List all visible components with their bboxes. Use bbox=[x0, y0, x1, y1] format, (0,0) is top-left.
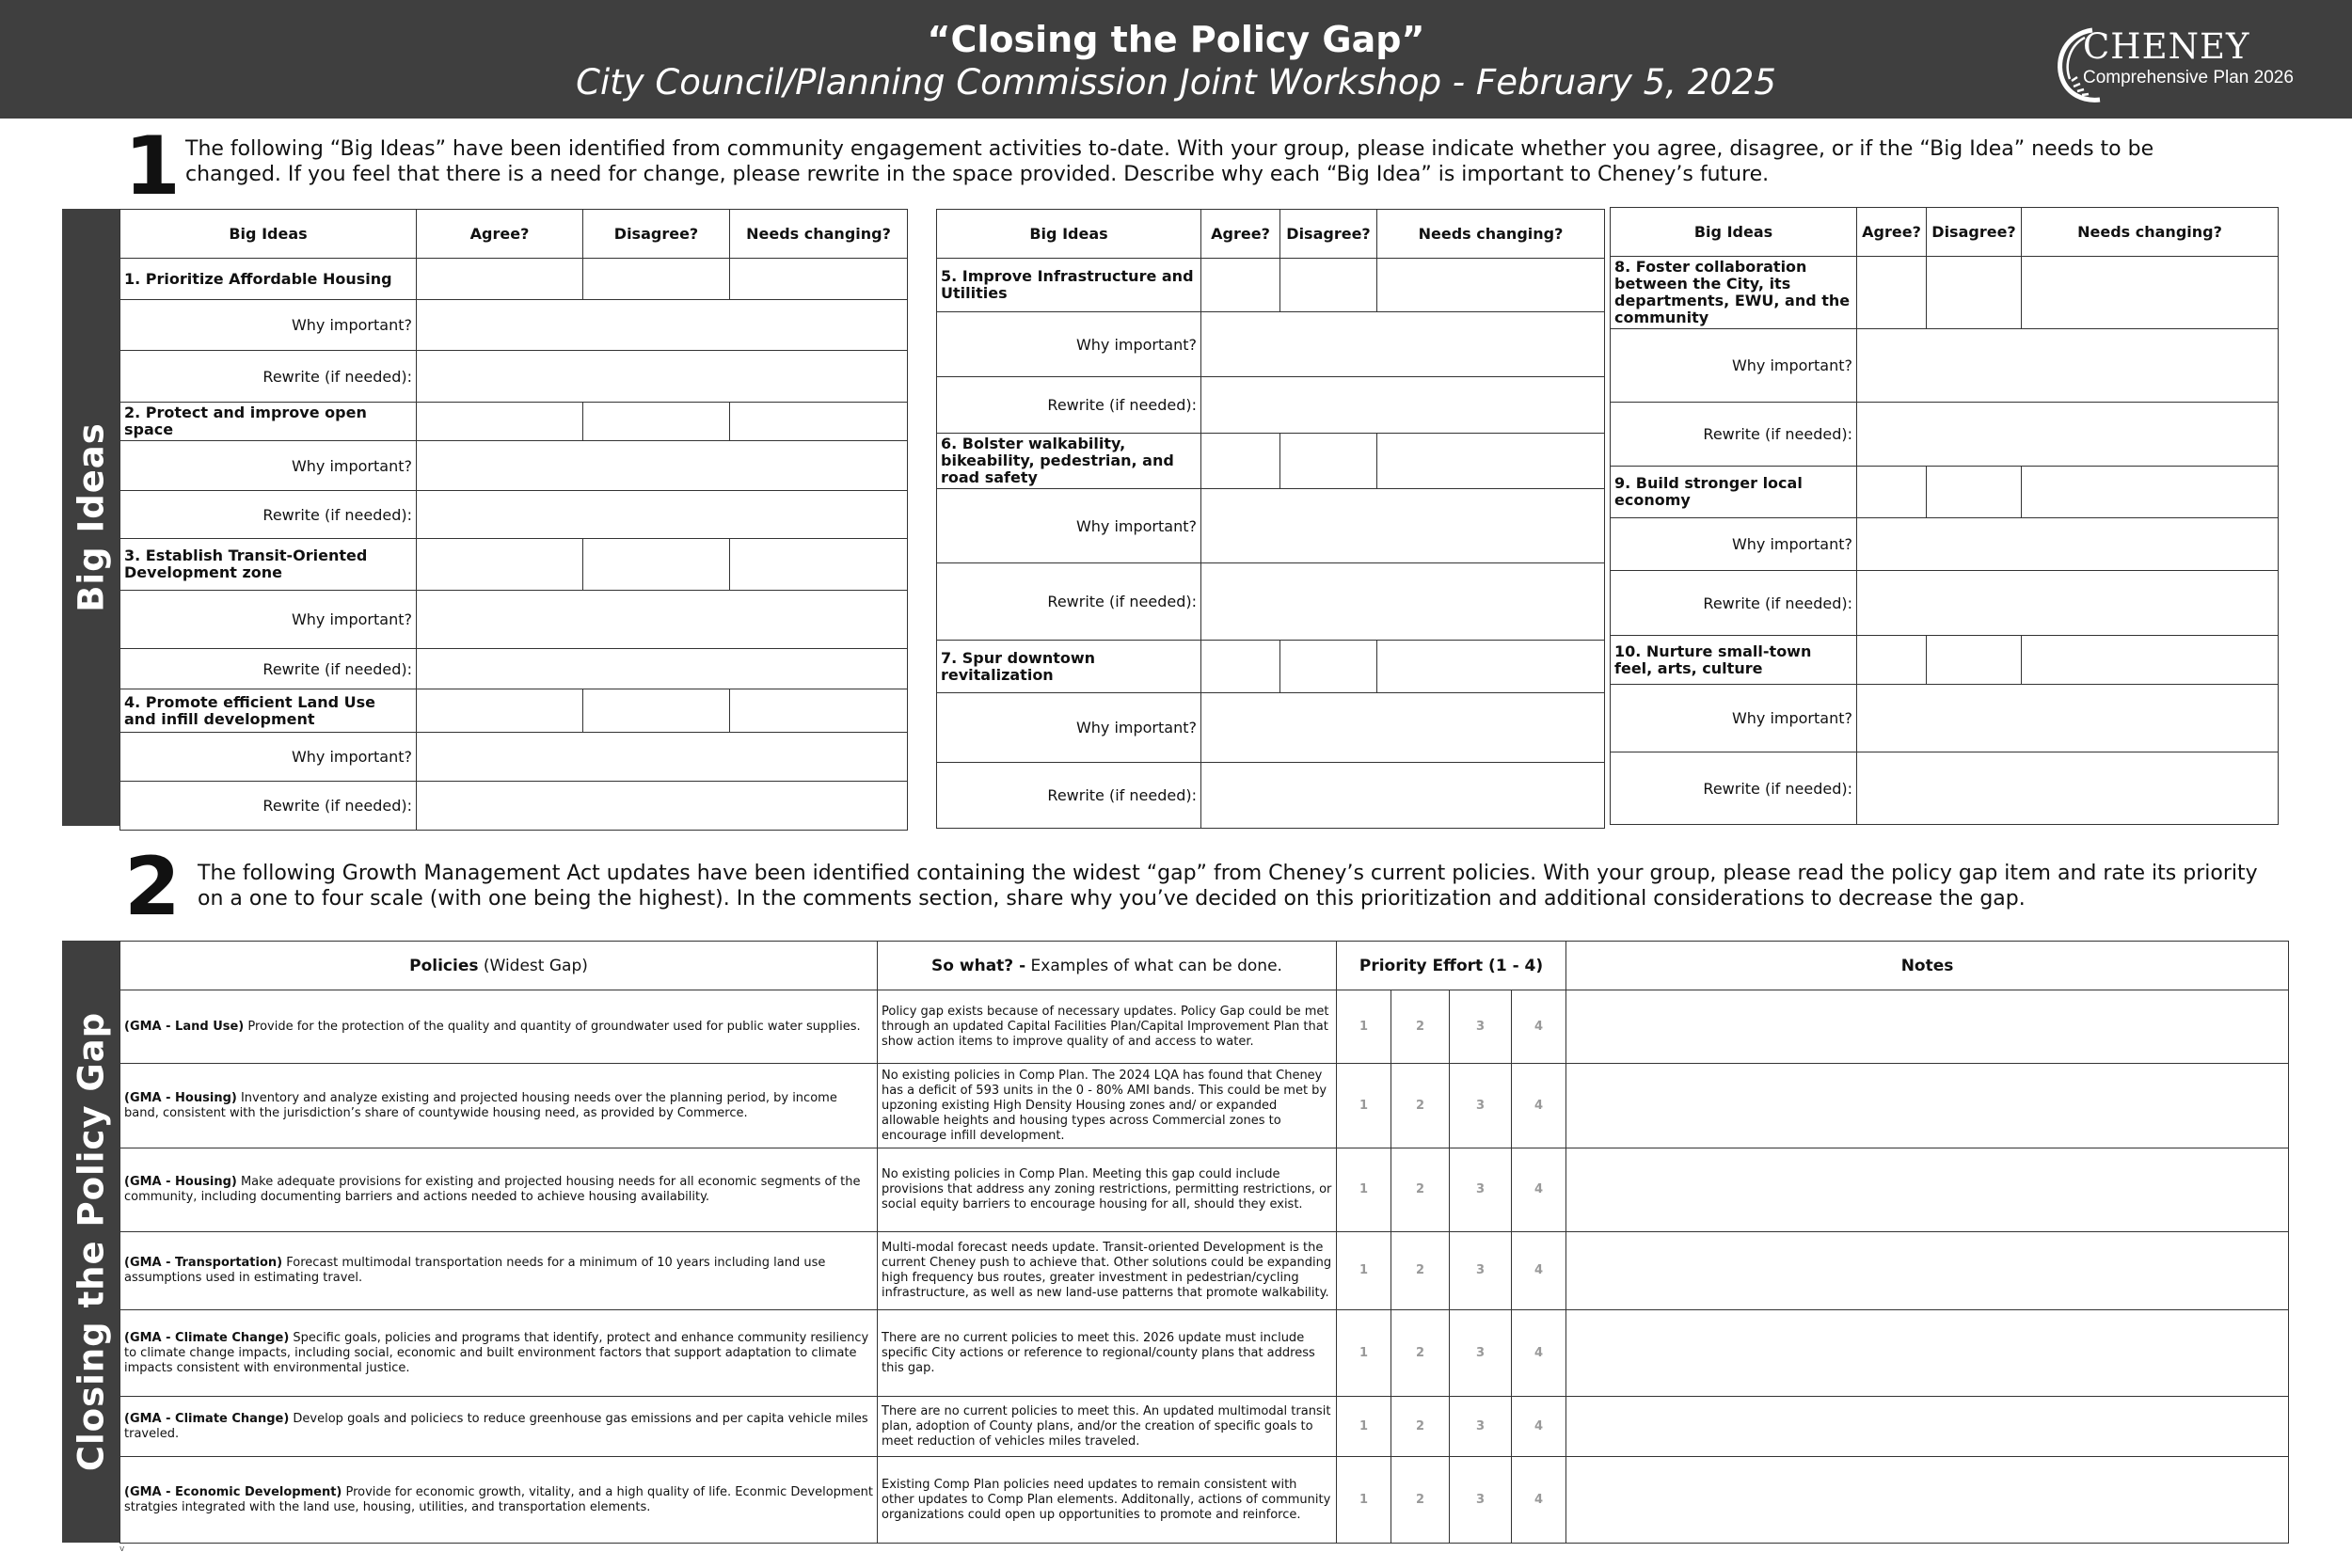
disagree-cell-3[interactable] bbox=[583, 539, 730, 591]
agree-cell-1[interactable] bbox=[417, 259, 583, 300]
why-important-label: Why important? bbox=[937, 312, 1201, 377]
rewrite-field-1[interactable] bbox=[417, 351, 908, 403]
footnote-mark: v bbox=[119, 1544, 125, 1554]
so-what-text: No existing policies in Comp Plan. Meeting this gap could include provisions that address any zoning restrictions, permitting restrictions, or social equity barriers to encourage housing for all, should they exist. bbox=[878, 1148, 1337, 1232]
why-important-field-4[interactable] bbox=[417, 733, 908, 782]
disagree-cell-8[interactable] bbox=[1927, 257, 2022, 329]
agree-cell-5[interactable] bbox=[1201, 259, 1280, 312]
why-important-field-2[interactable] bbox=[417, 441, 908, 491]
col-header-so-what bbox=[878, 942, 1337, 990]
col-header-needs-changing: Needs changing? bbox=[2022, 208, 2279, 257]
big-ideas-table-3 bbox=[1610, 207, 2279, 825]
disagree-cell-7[interactable] bbox=[1280, 641, 1377, 693]
policy-cell bbox=[120, 1457, 878, 1544]
priority-option-2[interactable]: 2 bbox=[1391, 1310, 1450, 1397]
page-title: “Closing the Policy Gap” bbox=[927, 19, 1425, 60]
big-idea-7: 7. Spur downtown revitalization bbox=[937, 641, 1201, 693]
disagree-cell-4[interactable] bbox=[583, 689, 730, 733]
rewrite-label: Rewrite (if needed): bbox=[120, 351, 417, 403]
needs-changing-cell-10[interactable] bbox=[2022, 636, 2279, 685]
header-banner bbox=[0, 0, 2352, 119]
policy-tag: (GMA - Land Use) bbox=[124, 1019, 245, 1034]
rewrite-label: Rewrite (if needed): bbox=[937, 763, 1201, 829]
why-important-field-3[interactable] bbox=[417, 591, 908, 649]
policy-gap-side-tab bbox=[62, 941, 120, 1543]
priority-option-1[interactable]: 1 bbox=[1337, 1397, 1391, 1457]
why-important-field-9[interactable] bbox=[1857, 518, 2279, 571]
col-header-agree: Agree? bbox=[1201, 210, 1280, 259]
section-2-number: 2 bbox=[124, 840, 181, 934]
why-important-label: Why important? bbox=[120, 300, 417, 351]
why-important-field-10[interactable] bbox=[1857, 685, 2279, 752]
priority-option-2[interactable]: 2 bbox=[1391, 1397, 1450, 1457]
col-header-agree: Agree? bbox=[417, 210, 583, 259]
notes-field[interactable] bbox=[1566, 1064, 2289, 1148]
policy-gap-table bbox=[119, 941, 2289, 1544]
agree-cell-7[interactable] bbox=[1201, 641, 1280, 693]
rewrite-label: Rewrite (if needed): bbox=[937, 563, 1201, 641]
policy-cell bbox=[120, 990, 878, 1064]
priority-option-1[interactable]: 1 bbox=[1337, 990, 1391, 1064]
why-important-label: Why important? bbox=[1611, 685, 1857, 752]
policy-cell bbox=[120, 1148, 878, 1232]
policy-row bbox=[120, 990, 2289, 1064]
policy-text: Inventory and analyze existing and projected housing needs over the planning period, by income band, consistent with the jurisdiction’s share of countywide housing need, as provided by Commerce. bbox=[124, 1090, 837, 1120]
policy-tag: (GMA - Climate Change) bbox=[124, 1411, 290, 1426]
disagree-cell-1[interactable] bbox=[583, 259, 730, 300]
priority-option-3[interactable]: 3 bbox=[1450, 1148, 1512, 1232]
rewrite-label: Rewrite (if needed): bbox=[937, 377, 1201, 434]
col-header-disagree: Disagree? bbox=[1927, 208, 2022, 257]
so-what-text: There are no current policies to meet this. 2026 update must include specific City actions or reference to regional/county plans that address this gap. bbox=[878, 1310, 1337, 1397]
why-important-label: Why important? bbox=[120, 441, 417, 491]
needs-changing-cell-1[interactable] bbox=[730, 259, 908, 300]
cheney-logo bbox=[2049, 23, 2294, 107]
priority-option-1[interactable]: 1 bbox=[1337, 1232, 1391, 1310]
big-ideas-side-label: Big Ideas bbox=[71, 422, 112, 612]
so-what-header-bold: So what? - bbox=[931, 956, 1026, 975]
big-idea-10: 10. Nurture small-town feel, arts, culture bbox=[1611, 636, 1857, 685]
priority-option-3[interactable]: 3 bbox=[1450, 990, 1512, 1064]
policy-text: Make adequate provisions for existing and projected housing needs for all economic segments of the community, including documenting barriers and actions needed to achieve housing availability. bbox=[124, 1175, 861, 1204]
policies-header-rest: (Widest Gap) bbox=[478, 956, 588, 975]
policy-tag: (GMA - Climate Change) bbox=[124, 1330, 290, 1345]
needs-changing-cell-2[interactable] bbox=[730, 403, 908, 441]
policy-tag: (GMA - Economic Development) bbox=[124, 1484, 342, 1499]
policy-text: Provide for the protection of the quality and quantity of groundwater used for public water supplies. bbox=[244, 1019, 861, 1034]
priority-option-4[interactable]: 4 bbox=[1512, 990, 1566, 1064]
why-important-field-8[interactable] bbox=[1857, 329, 2279, 403]
big-idea-3: 3. Establish Transit-Oriented Development zone bbox=[120, 539, 417, 591]
policy-tag: (GMA - Housing) bbox=[124, 1090, 237, 1105]
policy-text: Specific goals, policies and programs that identify, protect and enhance community resiliency to climate change impacts, including social, economic and built environment factors that support adaptation to climate impacts consistent with environmental justice. bbox=[124, 1330, 869, 1375]
policy-row bbox=[120, 1232, 2289, 1310]
big-ideas-table-2 bbox=[936, 209, 1605, 829]
rewrite-label: Rewrite (if needed): bbox=[120, 649, 417, 689]
policy-tag: (GMA - Transportation) bbox=[124, 1256, 283, 1270]
notes-field[interactable] bbox=[1566, 1397, 2289, 1457]
so-what-text: Policy gap exists because of necessary updates. Policy Gap could be met through an updated Capital Facilities Plan/Capital Improvement Plan that show action items to improve quality of and access to water. bbox=[878, 990, 1337, 1064]
big-idea-8: 8. Foster collaboration between the City, its departments, EWU, and the community bbox=[1611, 257, 1857, 329]
big-idea-5: 5. Improve Infrastructure and Utilities bbox=[937, 259, 1201, 312]
big-ideas-table-1 bbox=[119, 209, 908, 831]
needs-changing-cell-4[interactable] bbox=[730, 689, 908, 733]
col-header-needs-changing: Needs changing? bbox=[730, 210, 908, 259]
so-what-text: Existing Comp Plan policies need updates to remain consistent with other updates to Comp Plan elements. Additonally, actions of community organizations could open up opportunities to promote and reinforce. bbox=[878, 1457, 1337, 1544]
policy-cell bbox=[120, 1397, 878, 1457]
policy-row bbox=[120, 1457, 2289, 1544]
big-idea-9: 9. Build stronger local economy bbox=[1611, 467, 1857, 518]
priority-option-2[interactable]: 2 bbox=[1391, 1457, 1450, 1544]
so-what-text: No existing policies in Comp Plan. The 2024 LQA has found that Cheney has a deficit of 593 units in the 0 - 80% AMI bands. This could be met by upzoning existing High Density Housing zones and/ or expanded allowable heights and housing types across Commercial zones to encourage infill development. bbox=[878, 1064, 1337, 1148]
disagree-cell-6[interactable] bbox=[1280, 434, 1377, 489]
rewrite-field-6[interactable] bbox=[1201, 563, 1605, 641]
priority-option-1[interactable]: 1 bbox=[1337, 1457, 1391, 1544]
col-header-big-ideas: Big Ideas bbox=[120, 210, 417, 259]
col-header-policies bbox=[120, 942, 878, 990]
rewrite-label: Rewrite (if needed): bbox=[1611, 403, 1857, 467]
priority-option-2[interactable]: 2 bbox=[1391, 990, 1450, 1064]
rewrite-field-8[interactable] bbox=[1857, 403, 2279, 467]
big-idea-1: 1. Prioritize Affordable Housing bbox=[120, 259, 417, 300]
priority-option-1[interactable]: 1 bbox=[1337, 1310, 1391, 1397]
priority-option-3[interactable]: 3 bbox=[1450, 1310, 1512, 1397]
notes-field[interactable] bbox=[1566, 1310, 2289, 1397]
disagree-cell-10[interactable] bbox=[1927, 636, 2022, 685]
needs-changing-cell-6[interactable] bbox=[1377, 434, 1605, 489]
so-what-text: Multi-modal forecast needs update. Transit-oriented Development is the current Cheney push to achieve that. Other solutions could be expanding high frequency bus routes, greater investment in pedestrian/cycling infrastructure, as well as new land-use patterns that promote walkability. bbox=[878, 1232, 1337, 1310]
col-header-big-ideas: Big Ideas bbox=[1611, 208, 1857, 257]
why-important-field-6[interactable] bbox=[1201, 489, 1605, 563]
col-header-notes: Notes bbox=[1566, 942, 2289, 990]
col-header-big-ideas: Big Ideas bbox=[937, 210, 1201, 259]
priority-option-4[interactable]: 4 bbox=[1512, 1148, 1566, 1232]
policy-gap-side-label: Closing the Policy Gap bbox=[71, 1011, 112, 1472]
notes-field[interactable] bbox=[1566, 1232, 2289, 1310]
big-idea-4: 4. Promote efficient Land Use and infill development bbox=[120, 689, 417, 733]
needs-changing-cell-5[interactable] bbox=[1377, 259, 1605, 312]
agree-cell-3[interactable] bbox=[417, 539, 583, 591]
why-important-label: Why important? bbox=[937, 693, 1201, 763]
policy-row bbox=[120, 1397, 2289, 1457]
section-1-number: 1 bbox=[124, 119, 181, 214]
needs-changing-cell-7[interactable] bbox=[1377, 641, 1605, 693]
priority-option-2[interactable]: 2 bbox=[1391, 1148, 1450, 1232]
disagree-cell-2[interactable] bbox=[583, 403, 730, 441]
why-important-field-5[interactable] bbox=[1201, 312, 1605, 377]
priority-option-4[interactable]: 4 bbox=[1512, 1232, 1566, 1310]
policies-header-bold: Policies bbox=[409, 956, 479, 975]
needs-changing-cell-3[interactable] bbox=[730, 539, 908, 591]
policy-text: Forecast multimodal transportation needs for a minimum of 10 years including land use assumptions used in estimating travel. bbox=[124, 1256, 826, 1285]
agree-cell-10[interactable] bbox=[1857, 636, 1927, 685]
rewrite-field-5[interactable] bbox=[1201, 377, 1605, 434]
priority-option-3[interactable]: 3 bbox=[1450, 1064, 1512, 1148]
policy-cell bbox=[120, 1232, 878, 1310]
policy-tag: (GMA - Housing) bbox=[124, 1175, 237, 1189]
logo-name: CHENEY bbox=[2083, 26, 2250, 67]
so-what-header-rest: Examples of what can be done. bbox=[1025, 956, 1282, 975]
policy-cell bbox=[120, 1310, 878, 1397]
agree-cell-8[interactable] bbox=[1857, 257, 1927, 329]
col-header-disagree: Disagree? bbox=[583, 210, 730, 259]
notes-field[interactable] bbox=[1566, 990, 2289, 1064]
priority-option-4[interactable]: 4 bbox=[1512, 1457, 1566, 1544]
priority-option-2[interactable]: 2 bbox=[1391, 1232, 1450, 1310]
policy-row bbox=[120, 1148, 2289, 1232]
rewrite-field-3[interactable] bbox=[417, 649, 908, 689]
col-header-needs-changing: Needs changing? bbox=[1377, 210, 1605, 259]
agree-cell-6[interactable] bbox=[1201, 434, 1280, 489]
rewrite-label: Rewrite (if needed): bbox=[1611, 571, 1857, 636]
agree-cell-2[interactable] bbox=[417, 403, 583, 441]
rewrite-label: Rewrite (if needed): bbox=[120, 782, 417, 831]
agree-cell-9[interactable] bbox=[1857, 467, 1927, 518]
why-important-field-7[interactable] bbox=[1201, 693, 1605, 763]
priority-option-1[interactable]: 1 bbox=[1337, 1064, 1391, 1148]
col-header-agree: Agree? bbox=[1857, 208, 1927, 257]
rewrite-label: Rewrite (if needed): bbox=[1611, 752, 1857, 825]
policy-text: Develop goals and policiecs to reduce greenhouse gas emissions and per capita vehicle miles traveled. bbox=[124, 1411, 868, 1441]
disagree-cell-5[interactable] bbox=[1280, 259, 1377, 312]
rewrite-field-4[interactable] bbox=[417, 782, 908, 831]
priority-option-1[interactable]: 1 bbox=[1337, 1148, 1391, 1232]
section-2-instructions: The following Growth Management Act updates have been identified containing the widest “gap” from Cheney’s current policies. With your group, please read the policy gap item and rate its priority on a one to four scale (with one being the highest). In the comments section, share why you’ve decided on this prioritization and additional considerations to decrease the gap. bbox=[198, 862, 2258, 911]
big-ideas-side-tab bbox=[62, 209, 120, 826]
priority-option-2[interactable]: 2 bbox=[1391, 1064, 1450, 1148]
so-what-text: There are no current policies to meet this. An updated multimodal transit plan, adoption of County plans, and/or the creation of specific goals to meet reduction of vehicles miles traveled. bbox=[878, 1397, 1337, 1457]
why-important-label: Why important? bbox=[120, 591, 417, 649]
page-subtitle: City Council/Planning Commission Joint Workshop - February 5, 2025 bbox=[576, 62, 1776, 103]
big-idea-6: 6. Bolster walkability, bikeability, pedestrian, and road safety bbox=[937, 434, 1201, 489]
policy-row bbox=[120, 1310, 2289, 1397]
why-important-label: Why important? bbox=[120, 733, 417, 782]
policy-row bbox=[120, 1064, 2289, 1148]
rewrite-field-2[interactable] bbox=[417, 491, 908, 539]
priority-option-4[interactable]: 4 bbox=[1512, 1397, 1566, 1457]
needs-changing-cell-8[interactable] bbox=[2022, 257, 2279, 329]
notes-field[interactable] bbox=[1566, 1148, 2289, 1232]
logo-subtitle: Comprehensive Plan 2026 bbox=[2083, 68, 2294, 87]
priority-option-4[interactable]: 4 bbox=[1512, 1310, 1566, 1397]
section-1-instructions: The following “Big Ideas” have been identified from community engagement activities to-date. With your group, please indicate whether you agree, disagree, or if the “Big Idea” needs to be changed. If you feel that there is a need for change, please rewrite in the space provided. Describe why each “Big Idea” is important to Cheney’s future. bbox=[185, 137, 2154, 186]
col-header-disagree: Disagree? bbox=[1280, 210, 1377, 259]
why-important-field-1[interactable] bbox=[417, 300, 908, 351]
rewrite-field-10[interactable] bbox=[1857, 752, 2279, 825]
rewrite-label: Rewrite (if needed): bbox=[120, 491, 417, 539]
agree-cell-4[interactable] bbox=[417, 689, 583, 733]
why-important-label: Why important? bbox=[1611, 518, 1857, 571]
policy-text: Provide for economic growth, vitality, and a high quality of life. Econmic Development stratgies integrated with the land use, housing, utilities, and transportation elements. bbox=[124, 1484, 873, 1514]
policy-cell bbox=[120, 1064, 878, 1148]
why-important-label: Why important? bbox=[1611, 329, 1857, 403]
needs-changing-cell-9[interactable] bbox=[2022, 467, 2279, 518]
rewrite-field-9[interactable] bbox=[1857, 571, 2279, 636]
priority-option-4[interactable]: 4 bbox=[1512, 1064, 1566, 1148]
disagree-cell-9[interactable] bbox=[1927, 467, 2022, 518]
priority-option-3[interactable]: 3 bbox=[1450, 1232, 1512, 1310]
big-idea-2: 2. Protect and improve open space bbox=[120, 403, 417, 441]
notes-field[interactable] bbox=[1566, 1457, 2289, 1544]
priority-option-3[interactable]: 3 bbox=[1450, 1397, 1512, 1457]
rewrite-field-7[interactable] bbox=[1201, 763, 1605, 829]
why-important-label: Why important? bbox=[937, 489, 1201, 563]
col-header-priority: Priority Effort (1 - 4) bbox=[1337, 942, 1566, 990]
priority-option-3[interactable]: 3 bbox=[1450, 1457, 1512, 1544]
